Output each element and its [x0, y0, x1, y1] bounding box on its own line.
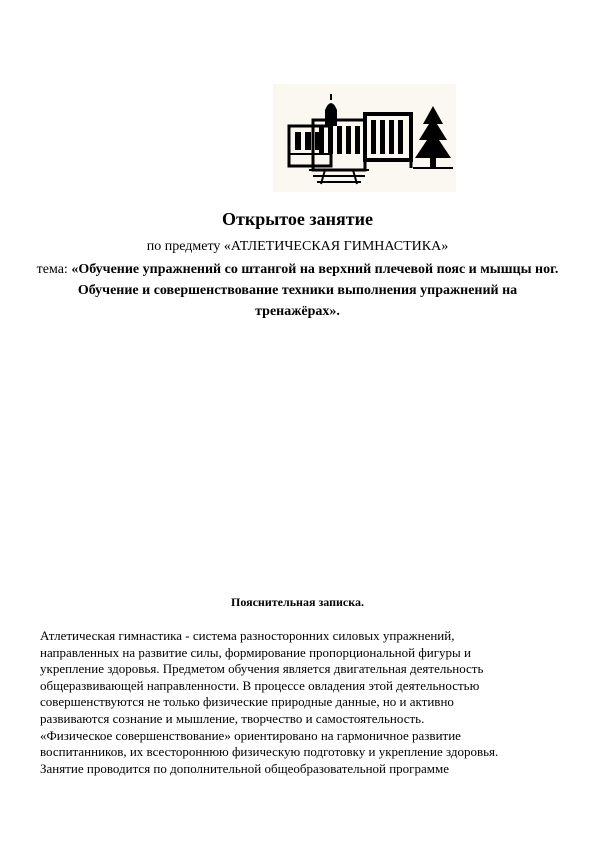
page-title: Открытое занятие: [222, 209, 373, 229]
topic-prefix: тема:: [36, 262, 72, 277]
body-line: «Физическое совершенствование» ориентировано на гармоничное развитие: [40, 727, 461, 743]
note-heading: Пояснительная записка.: [230, 595, 364, 609]
topic-block: [36, 259, 559, 322]
body-line: Атлетическая гимнастика - система разносторонних силовых упражнений,: [40, 628, 455, 643]
body-line: общеразвивающей направленности. В процессе овладения этой деятельностью: [40, 677, 480, 693]
building-and-tree-logo-icon: [273, 84, 456, 192]
body-line: воспитанников, их всестороннюю физическую подготовку и укрепление здоровья.: [40, 744, 499, 760]
subject-line: по предмету «АТЛЕТИЧЕСКАЯ ГИМНАСТИКА»: [146, 239, 449, 254]
body-line: Занятие проводится по дополнительной общеобразовательной программе: [40, 760, 450, 776]
body-line: укрепление здоровья. Предметом обучения является двигательная деятельность: [40, 661, 484, 677]
body-text: [40, 628, 560, 777]
body-line: направленных на развитие силы, формирование пропорциональной фигуры и: [40, 644, 471, 660]
body-line: совершенствуются не только физические природные данные, но и активно: [40, 694, 454, 710]
body-line: развиваются сознание и мышление, творчество и самостоятельность.: [40, 710, 425, 726]
topic-text: «Обучение упражнений со штангой на верхний плечевой пояс и мышцы ног. Обучение и совершенствование техники выполнения упражнений на тренажёрах».: [71, 262, 559, 319]
